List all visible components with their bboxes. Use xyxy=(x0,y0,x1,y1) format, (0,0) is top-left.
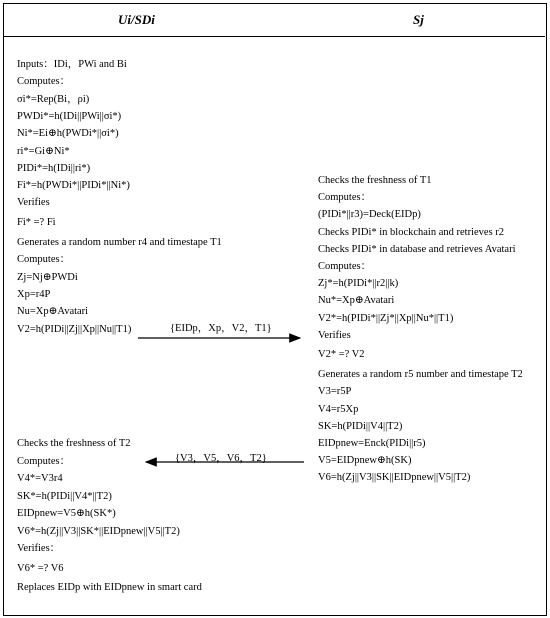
left_top-line: ri*=Gi⊕Ni* xyxy=(17,145,70,157)
left_top-line: Computes： xyxy=(17,76,71,88)
left_bottom-line: Checks the freshness of T2 xyxy=(17,438,131,449)
right_block-line: Generates a random r5 number and timestape T2 xyxy=(318,369,523,381)
left_top-line: PIDi*=h(IDi||ri*) xyxy=(17,162,91,174)
right_block-line: Verifies xyxy=(318,329,351,341)
header-server: Sj xyxy=(413,12,424,27)
left_bottom-line: Verifies： xyxy=(17,543,61,554)
right_block-line: Checks the freshness of T1 xyxy=(318,175,432,186)
left_top-line: V2=h(PIDi||Zj||Xp||Nu||T1) xyxy=(17,323,132,335)
right_block-line: V2*=h(PIDi*||Zj*||Xp||Nu*||T1) xyxy=(318,312,454,324)
right_block-line: Checks PIDi* in blockchain and retrieves r2 xyxy=(318,226,505,238)
left_top-line: Fi* =? Fi xyxy=(17,216,56,228)
left_top-line: Xp=r4P xyxy=(17,288,51,300)
left_bottom-line: Computes： xyxy=(17,455,71,467)
left_top-line: Nu=Xp⊕Avatari xyxy=(17,306,89,318)
left_bottom-line: V4*=V3r4 xyxy=(17,473,63,484)
right_block-line: V6=h(Zj||V3||SK||EIDpnew||V5||T2) xyxy=(318,472,471,484)
header-user: Ui/SDi xyxy=(118,12,155,27)
left_top-line: Computes： xyxy=(17,254,71,266)
left_bottom-line: V6*=h(Zj||V3||SK*||EIDpnew||V5||T2) xyxy=(17,525,180,537)
message-2-label: {V3，V5，V6，T2} xyxy=(175,453,267,464)
left_bottom-line: SK*=h(PIDi||V4*||T2) xyxy=(17,490,112,502)
right_block-line: SK=h(PIDi||V4||T2) xyxy=(318,420,403,432)
left_top-line: Ni*=Ei⊕h(PWDi*||σi*) xyxy=(17,128,119,140)
right_block-line: V5=EIDpnew⊕h(SK) xyxy=(318,455,412,467)
left_top-line: Verifies xyxy=(17,197,50,209)
right_block-line: EIDpnew=Enck(PIDi||r5) xyxy=(318,438,426,449)
right_block-line: Computes： xyxy=(318,261,372,272)
left_bottom-line: EIDpnew=V5⊕h(SK*) xyxy=(17,508,116,519)
right_block-line: (PIDi*||r3)=Deck(EIDp) xyxy=(318,209,421,221)
left_top-line: Inputs：IDi，PWi and Bi xyxy=(17,59,127,70)
right_block-line: V3=r5P xyxy=(318,386,352,398)
right_block-line: V2* =? V2 xyxy=(318,349,365,360)
left_top-line: σi*=Rep(Bi，ρi) xyxy=(17,93,90,105)
left_top-line: Zj=Nj⊕PWDi xyxy=(17,271,78,283)
message-1-label: {EIDp，Xp，V2，T1} xyxy=(170,323,272,334)
right_block-line: Zj*=h(PIDi*||r2||k) xyxy=(318,278,399,290)
right_block-line: Computes： xyxy=(318,192,372,204)
right_block-line: Nu*=Xp⊕Avatari xyxy=(318,295,395,307)
left_bottom-line: Replaces EIDp with EIDpnew in smart card xyxy=(17,582,202,593)
right_block-line: Checks PIDi* in database and retrieves Avatari xyxy=(318,243,516,255)
left_top-line: Generates a random number r4 and timestape T1 xyxy=(17,237,222,248)
left_top-line: Fi*=h(PWDi*||PIDi*||Ni*) xyxy=(17,180,130,192)
left_bottom-line: V6* =? V6 xyxy=(17,562,64,574)
left_top-line: PWDi*=h(IDi||PWi||σi*) xyxy=(17,110,122,122)
right_block-line: V4=r5Xp xyxy=(318,403,359,415)
